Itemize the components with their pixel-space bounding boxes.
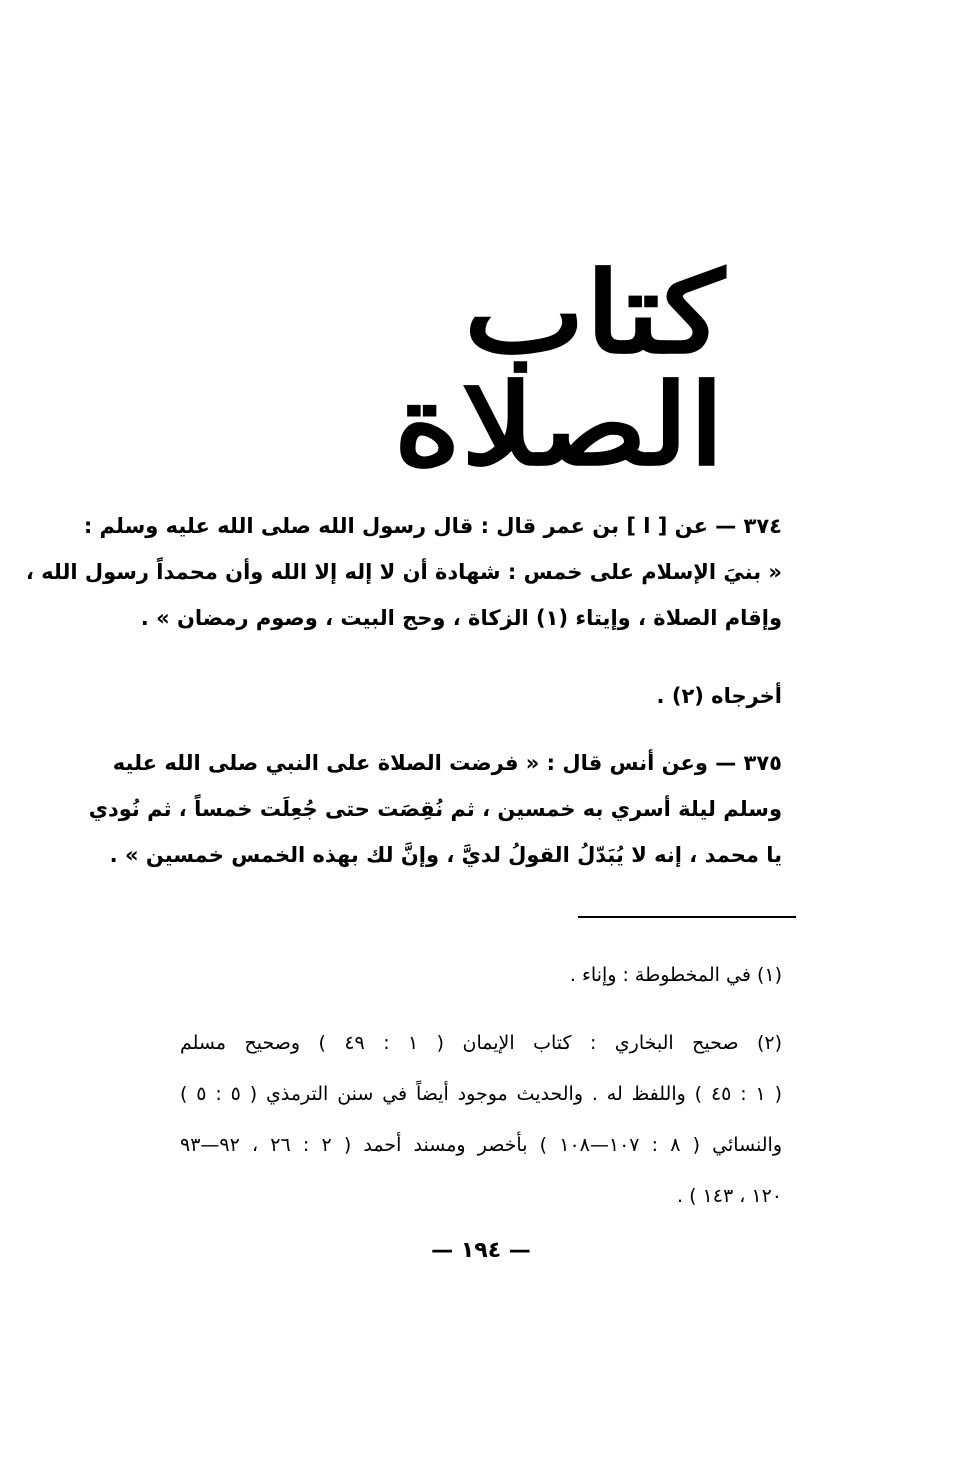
hadith-375-line-2: وسلم ليلة أسري به خمسين ، ثم نُقِصَت حتى جُعِلَت خمساً ، ثم نُودي (88, 797, 782, 821)
hadith-374-source (180, 673, 782, 719)
footnote-2-line-3: والنسائي ( ٨ : ١٠٧—١٠٨ ) بأخصر ومسند أحمد ( ٢ : ٢٦ ، ٩٢—٩٣ (180, 1134, 783, 1156)
hadith-375-line-1: ٣٧٥ — وعن أنس قال : « فرضت الصلاة على النبي صلى الله عليه (112, 751, 782, 775)
footnote-2-line-4: ١٢٠ ، ١٤٣ ) . (677, 1185, 782, 1207)
page-number: — ١٩٤ — (431, 1238, 531, 1263)
footnote-1 (180, 950, 782, 1001)
hadith-374-line-2: « بنيَ الإسلام على خمس : شهادة أن لا إله إلا الله وأن محمداً رسول الله ، (25, 560, 782, 584)
hadith-374-line-1: ٣٧٤ — عن [ ا ] بن عمر قال : قال رسول الله صلى الله عليه وسلم : (83, 514, 782, 538)
hadith-375-line-3: يا محمد ، إنه لا يُبَدّلُ القولُ لديَّ ، وإنَّ لك بهذه الخمس خمسين » . (109, 843, 782, 867)
hadith-374 (25, 503, 782, 641)
footnote-2 (180, 1018, 782, 1222)
footnote-1-line: (١) في المخطوطة : وإناء . (569, 964, 782, 986)
chapter-title-calligraphy (230, 248, 725, 491)
footnote-2-line-1: (٢) صحيح البخاري : كتاب الإيمان ( ١ : ٤٩ ) وصحيح مسلم (180, 1032, 783, 1054)
hadith-375 (88, 740, 782, 878)
chapter-title: كتاب الصلاة (393, 248, 725, 491)
footnote-2-line-2: ( ١ : ٤٥ ) واللفظ له . والحديث موجود أيضاً في سنن الترمذي ( ٥ : ٥ ) (180, 1083, 783, 1105)
footnote-divider (578, 916, 796, 918)
akhrajahu-line: أخرجاه (٢) . (656, 684, 782, 708)
hadith-374-line-3: وإقام الصلاة ، وإيتاء (١) الزكاة ، وحج البيت ، وصوم رمضان » . (140, 606, 782, 630)
